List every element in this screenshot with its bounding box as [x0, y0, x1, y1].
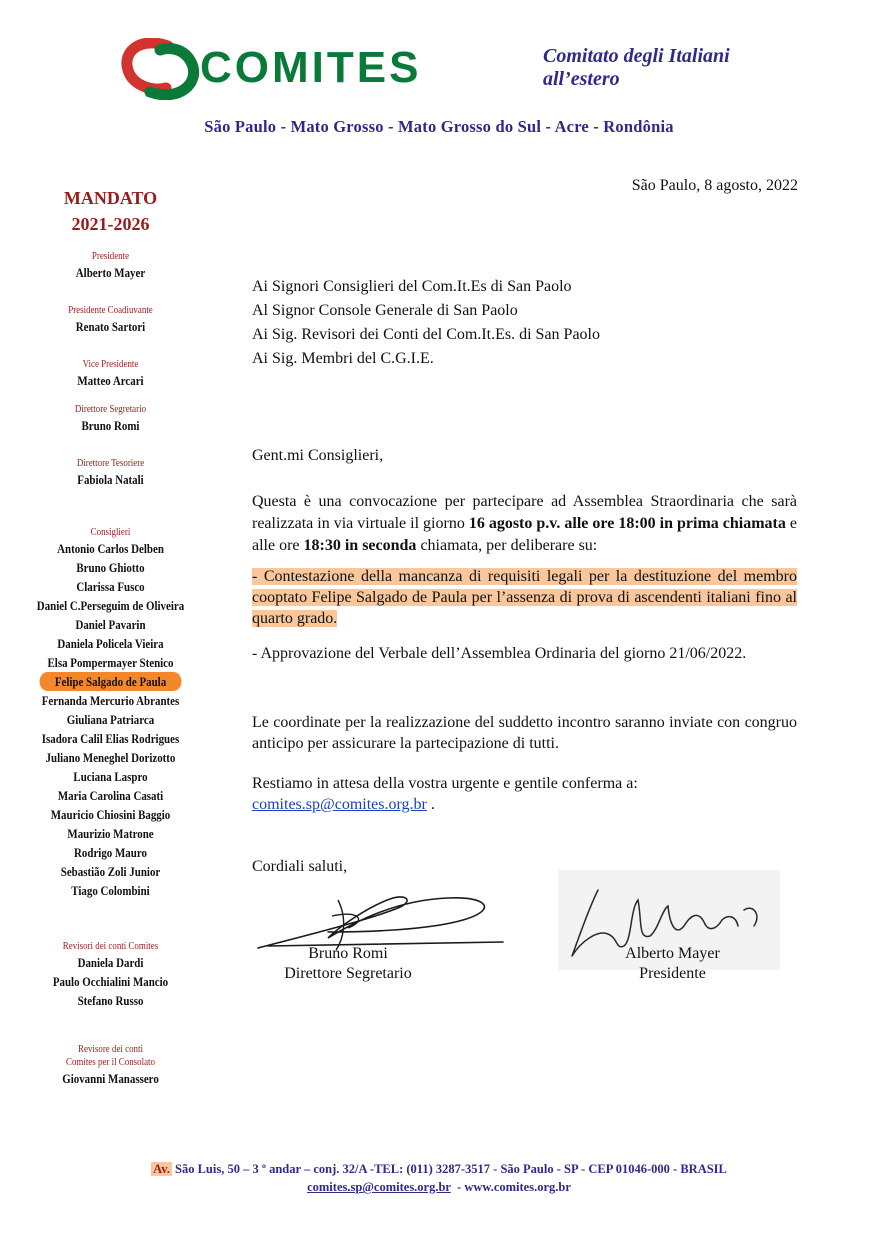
- member-name: Tiago Colombini: [71, 883, 150, 898]
- bold-second-call: 18:30 in seconda: [303, 537, 417, 554]
- signer-name: Bruno Romi: [308, 945, 388, 962]
- role-councillors: Consiglieri: [90, 527, 131, 538]
- signer-name: Alberto Mayer: [625, 945, 720, 962]
- member-name: Bruno Ghiotto: [76, 560, 145, 575]
- member-name: Isadora Calil Elias Rodrigues: [41, 731, 180, 746]
- confirmation-paragraph: [252, 773, 797, 815]
- member-name: Clarissa Fusco: [76, 579, 145, 594]
- member-name: Maurizio Matrone: [67, 826, 154, 841]
- member-name: Sebastião Zoli Junior: [60, 864, 161, 879]
- footer-email-link[interactable]: comites.sp@comites.org.br: [307, 1180, 451, 1194]
- member-name: Elsa Pompermayer Stenico: [47, 655, 174, 670]
- tagline-line-1: Comitato degli Italiani: [543, 45, 730, 67]
- footer-contacts: [0, 1180, 878, 1195]
- member-name: Daniel C.Perseguim de Oliveira: [36, 598, 185, 613]
- agenda-item-1: [252, 566, 797, 629]
- text-run: e alle ore: [252, 515, 797, 554]
- member-name: Stefano Russo: [77, 993, 144, 1008]
- role-consulate-auditor: Revisore dei conti: [78, 1044, 143, 1055]
- member-name: Daniel Pavarin: [75, 617, 146, 632]
- closing: Cordiali saluti,: [252, 858, 348, 875]
- confirmation-text: Restiamo in attesa della vostra urgente e gentile conferma a:: [252, 775, 638, 792]
- member-name: Alberto Mayer: [75, 265, 146, 280]
- coordinates-paragraph: Le coordinate per la realizzazione del suddetto incontro saranno inviate con congruo anticipo per assicurare la partecipazione di tutti.: [252, 714, 797, 752]
- member-name: Daniela Policela Vieira: [57, 636, 164, 651]
- signer-title: Direttore Segretario: [284, 965, 412, 982]
- member-name: Paulo Occhialini Mancio: [52, 974, 169, 989]
- text-run: chiamata, per deliberare su:: [416, 537, 598, 554]
- footer-address: [0, 1162, 878, 1177]
- salutation: Gent.mi Consiglieri,: [252, 447, 384, 464]
- member-name: Mauricio Chiosini Baggio: [50, 807, 171, 822]
- signer-title: Presidente: [639, 965, 706, 982]
- member-name: Bruno Romi: [81, 418, 140, 433]
- bold-date-time: 16 agosto p.v. alle ore 18:00 in prima chiamata: [468, 515, 786, 532]
- convocation-paragraph: [252, 491, 797, 557]
- mandate-title: MANDATO: [63, 188, 158, 208]
- role-vice-president: Vice Presidente: [82, 359, 139, 370]
- signer-1: [268, 944, 428, 984]
- member-name: Fernanda Mercurio Abrantes: [41, 693, 180, 708]
- recipient-line: Al Signor Console Generale di San Paolo: [252, 302, 518, 319]
- recipient-line: Ai Sig. Membri del C.G.I.E.: [252, 350, 434, 367]
- member-name: Antonio Carlos Delben: [57, 541, 164, 556]
- member-name: Fabiola Natali: [77, 472, 144, 487]
- member-name: Giuliana Patriarca: [66, 712, 155, 727]
- footer-website[interactable]: www.comites.org.br: [464, 1180, 571, 1194]
- recipient-line: Ai Signori Consiglieri del Com.It.Es di San Paolo: [252, 278, 572, 295]
- highlighted-text: - Contestazione della mancanza di requisiti legali per la destituzione del membro cooptato Felipe Salgado de Paula per l’assenza di prova di ascendenti italiani fino al quarto grado.: [252, 568, 797, 627]
- role-secretary: Direttore Segretario: [74, 404, 147, 415]
- member-name: Matteo Arcari: [77, 373, 144, 388]
- member-name: Maria Carolina Casati: [57, 788, 164, 803]
- sidebar: [18, 185, 203, 1088]
- letter-date: São Paulo, 8 agosto, 2022: [631, 177, 798, 194]
- member-name: Renato Sartori: [75, 319, 146, 334]
- agenda-item-2: - Approvazione del Verbale dell’Assemblea Ordinaria del giorno 21/06/2022.: [252, 645, 747, 662]
- role-consulate-auditor-line2: Comites per il Consolato: [65, 1057, 155, 1068]
- recipient-line: Ai Sig. Revisori dei Conti del Com.It.Es. di San Paolo: [252, 326, 600, 343]
- member-name: Juliano Meneghel Dorizotto: [45, 750, 176, 765]
- role-president-coadiuvante: Presidente Coadiuvante: [68, 305, 153, 316]
- tagline: [543, 45, 843, 91]
- mandate-years: 2021-2026: [71, 214, 150, 234]
- signer-2: [600, 944, 745, 984]
- separator: -: [450, 1180, 465, 1194]
- address-text: São Luis, 50 – 3 º andar – conj. 32/A -TEL: (011) 3287-3517 - São Paulo - SP - CEP 01046-000 - BRASIL: [171, 1162, 727, 1176]
- text-run: .: [426, 796, 435, 813]
- email-link[interactable]: comites.sp@comites.org.br: [252, 796, 427, 813]
- role-treasurer: Direttore Tesoriere: [76, 458, 145, 469]
- regions-line: São Paulo - Mato Grosso - Mato Grosso do Sul - Acre - Rondônia: [204, 117, 674, 136]
- member-name-highlighted: [33, 672, 188, 691]
- logo-wordmark: COMITES: [200, 43, 422, 92]
- role-president: Presidente: [91, 251, 130, 262]
- role-auditors: Revisori dei conti Comites: [62, 941, 159, 952]
- member-name: Luciana Laspro: [73, 769, 148, 784]
- recipients-block: [252, 275, 812, 371]
- text-run: Questa è una convocazione per partecipare ad Assemblea Straordinaria che sarà realizzata in via virtuale il giorno: [252, 493, 797, 532]
- member-name: Daniela Dardi: [77, 955, 144, 970]
- tagline-line-2: all’estero: [543, 68, 620, 90]
- member-name: Rodrigo Mauro: [74, 845, 147, 860]
- member-name: Giovanni Manassero: [62, 1071, 159, 1086]
- highlight-marker: Felipe Salgado de Paula: [40, 672, 182, 691]
- av-highlight: Av.: [153, 1162, 170, 1176]
